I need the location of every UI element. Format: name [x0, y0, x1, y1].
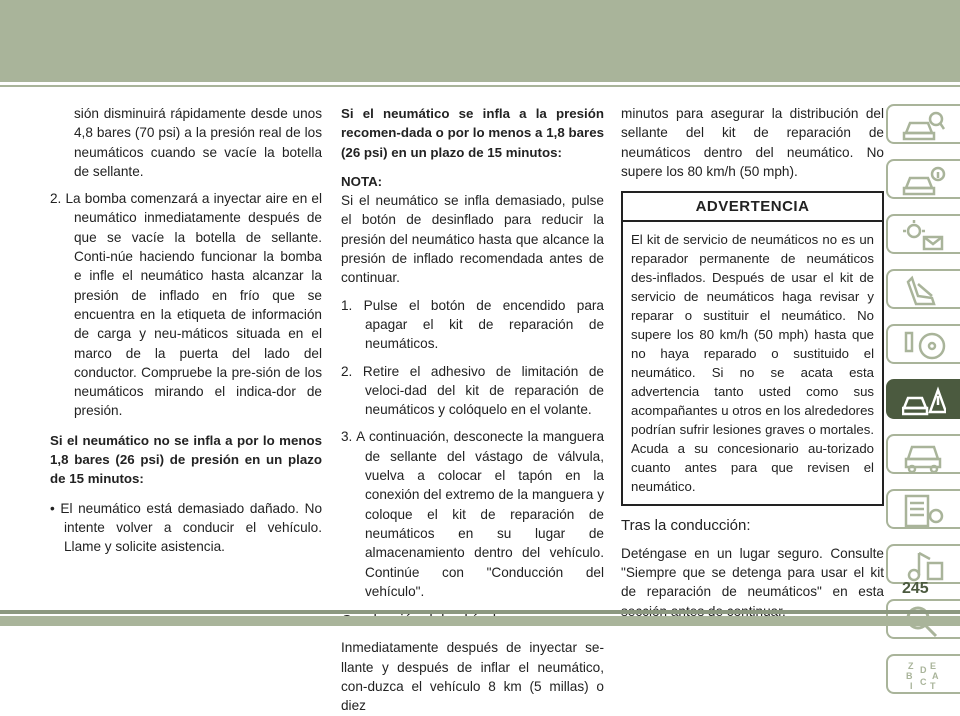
car-info-icon — [902, 164, 946, 198]
step-3: 3. A continuación, desconecte la manguera de sellante del vástago de válvula, vuelva a colocar el tapón en la conexión del extremo de la manguera y coloque el kit de reparación de neumáticos en su lugar de almacenamiento dentro del vehículo. Continúe con "Conducción del vehículo". — [341, 429, 604, 599]
index-letter: I — [910, 681, 913, 691]
tab-car-info[interactable] — [886, 159, 960, 199]
index-letter: T — [930, 681, 936, 691]
section-heading: Si el neumático se infla a la presión recomen-dada o por lo menos a 1,8 bares (26 psi) en un plazo de 15 minutos: — [341, 106, 604, 160]
multimedia-icon — [902, 549, 946, 583]
bottom-band — [0, 616, 960, 626]
index-letter: Z — [908, 661, 914, 671]
step-1: 1. Pulse el botón de encendido para apagar el kit de reparación de neumáticos. — [341, 297, 604, 352]
specs-icon — [902, 494, 946, 528]
emergency-icon — [902, 384, 946, 418]
note-text: Si el neumático se infla demasiado, pulse el botón de desinflado para reducir la presión del neumático hasta que alcance la presión de inflado recomendada antes de continuar. — [341, 193, 604, 286]
column-left — [50, 104, 322, 557]
bullet-item: • El neumático está demasiado dañado. No intente volver a conducir el vehículo. Llame y solicite asistencia. — [50, 500, 322, 555]
car-service-icon — [902, 439, 946, 473]
top-divider — [0, 85, 960, 87]
bottom-divider — [0, 610, 960, 614]
tab-dashboard-lights[interactable] — [886, 214, 960, 254]
top-band — [0, 0, 960, 82]
column-right — [621, 104, 884, 621]
note-label: NOTA: — [341, 173, 383, 189]
tab-emergency[interactable] — [886, 379, 960, 419]
tab-car-search[interactable] — [886, 104, 960, 144]
car-search-icon — [902, 109, 946, 143]
index-letter: A — [932, 671, 939, 681]
seat-safety-icon — [902, 274, 946, 308]
index-letter: C — [920, 677, 927, 687]
step-2: 2. Retire el adhesivo de limitación de veloci-dad del kit de reparación de neumáticos y colóquelo en el volante. — [341, 363, 604, 418]
index-letter: B — [906, 671, 913, 681]
dashboard-lights-icon — [902, 219, 946, 253]
tab-index[interactable] — [886, 654, 960, 694]
paragraph: Deténgase en un lugar seguro. Consulte "Siempre que se detenga para usar el kit de reparación de neumáticos" en esta — [621, 545, 884, 600]
subheading: Tras la conducción: — [621, 517, 751, 535]
warning-text: El kit de servicio de neumáticos no es un reparador permanente de neumáticos des-inflados. Después de usar el kit de servicio de neumáticos haga revisar y reparar o sustituir el neumático. No supere los 80 km/h (50 mph) hasta que no haya reparado o sustituido el neumático. Si no se acata esta advertencia tanto usted como sus acompañantes u otros en los alrededores podrían sufrir lesiones graves o mortales. Acuda a su concesionario au-torizado cuanto antes para que revisen el neumático. — [631, 232, 874, 495]
section-heading: Si el neumático no se infla a por lo menos 1,8 bares (26 psi) de presión en un plazo de 15 minutos: — [50, 432, 322, 487]
tab-specs[interactable] — [886, 489, 960, 529]
step-2: 2. La bomba comenzará a inyectar aire en el neumático inmediatamente después de que se vacíe la botella de sellante. Conti-núe haciendo funcionar la bomba e infle el neumático hasta alcanzar la presión de inflado en frío que se encuentra en la etiqueta de información de carga y neu-máticos situada en el marco de la puerta del lado del conductor. Compruebe la pre-sión de los neumáticos mirando el indica-dor de presión. — [50, 191, 322, 419]
index-letter: E — [930, 661, 937, 671]
warning-box — [621, 191, 884, 506]
page-number: 245 — [902, 580, 929, 597]
paragraph: Inmediatamente después de inyectar se-llante y después de inflar el neumático, con-duzca el vehículo 8 km (5 millas) o diez — [341, 640, 604, 714]
index-icon — [902, 659, 946, 693]
tab-multimedia[interactable] — [886, 544, 960, 584]
tab-seat-safety[interactable] — [886, 269, 960, 309]
tab-start-drive[interactable] — [886, 324, 960, 364]
index-letter: D — [920, 665, 927, 675]
start-drive-icon — [902, 329, 946, 363]
warning-title: ADVERTENCIA — [623, 193, 882, 222]
paragraph-continued: sión disminuirá rápidamente desde unos 4,8 bares (70 psi) a la presión real de los neumáticos cuando se vacíe la botella de sellante. — [74, 106, 322, 179]
tab-car-service[interactable] — [886, 434, 960, 474]
paragraph: minutos para asegurar la distribución del sellante del kit de reparación de neumáticos dentro del neumático. No supere los 80 km/h (50 mph). — [621, 106, 884, 179]
